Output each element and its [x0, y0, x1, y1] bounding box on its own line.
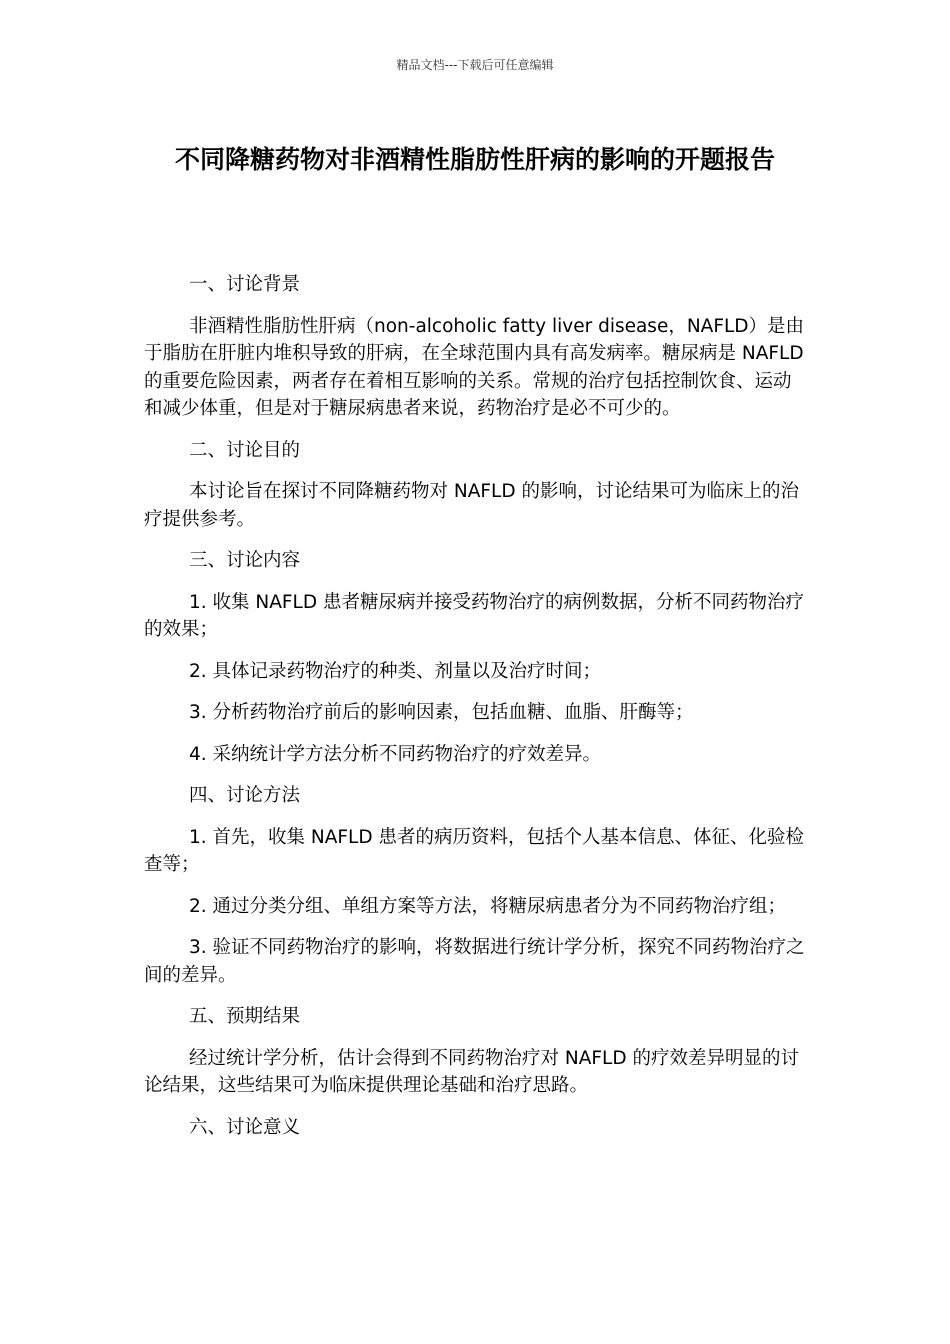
paragraph-expected-results: 经过统计学分析，估计会得到不同药物治疗对 NAFLD 的疗效差异明显的讨论结果，这些结果可为临床提供理论基础和治疗思路。: [144, 1047, 799, 1096]
document-body: [144, 271, 808, 1155]
section-heading-background: 一、讨论背景: [189, 274, 301, 295]
paragraph-purpose: 本讨论旨在探讨不同降糖药物对 NAFLD 的影响，讨论结果可为临床上的治疗提供参考。: [144, 481, 799, 530]
content-item-2: 2. 具体记录药物治疗的种类、剂量以及治疗时间；: [189, 660, 602, 682]
content-item-3: 3. 分析药物治疗前后的影响因素，包括血糖、血脂、肝酶等；: [189, 702, 694, 723]
document-title: 不同降糖药物对非酒精性脂肪性肝病的影响的开题报告: [174, 145, 775, 174]
header-note: 精品文档---下载后可任意编辑: [396, 58, 554, 72]
method-item-2: 2. 通过分类分组、单组方案等方法，将糖尿病患者分为不同药物治疗组；: [189, 895, 787, 917]
content-item-4: 4. 采纳统计学方法分析不同药物治疗的疗效差异。: [189, 743, 602, 765]
section-heading-method: 四、讨论方法: [189, 785, 301, 806]
method-item-1: 1. 首先，收集 NAFLD 患者的病历资料，包括个人基本信息、体征、化验检查等；: [144, 826, 804, 875]
section-heading-significance: 六、讨论意义: [189, 1116, 301, 1138]
section-heading-expected-results: 五、预期结果: [189, 1006, 301, 1027]
method-item-3: 3. 验证不同药物治疗的影响，将数据进行统计学分析，探究不同药物治疗之间的差异。: [144, 937, 805, 986]
paragraph-background: 非酒精性脂肪性肝病（non-alcoholic fatty liver disease，NAFLD）是由于脂肪在肝脏内堆积导致的肝病，在全球范围内具有高发病率。糖尿病是 NAFLD 的重要危险因素，两者存在着相互影响的关系。常规的治疗包括控制饮食、运动和减少体重，但是对于糖尿病患者来说，药物治疗是必不可少的。: [144, 315, 805, 419]
content-item-1: 1. 收集 NAFLD 患者糖尿病并接受药物治疗的病例数据，分析不同药物治疗的效果；: [144, 591, 804, 640]
section-heading-purpose: 二、讨论目的: [189, 439, 301, 461]
section-heading-content: 三、讨论内容: [189, 550, 301, 571]
